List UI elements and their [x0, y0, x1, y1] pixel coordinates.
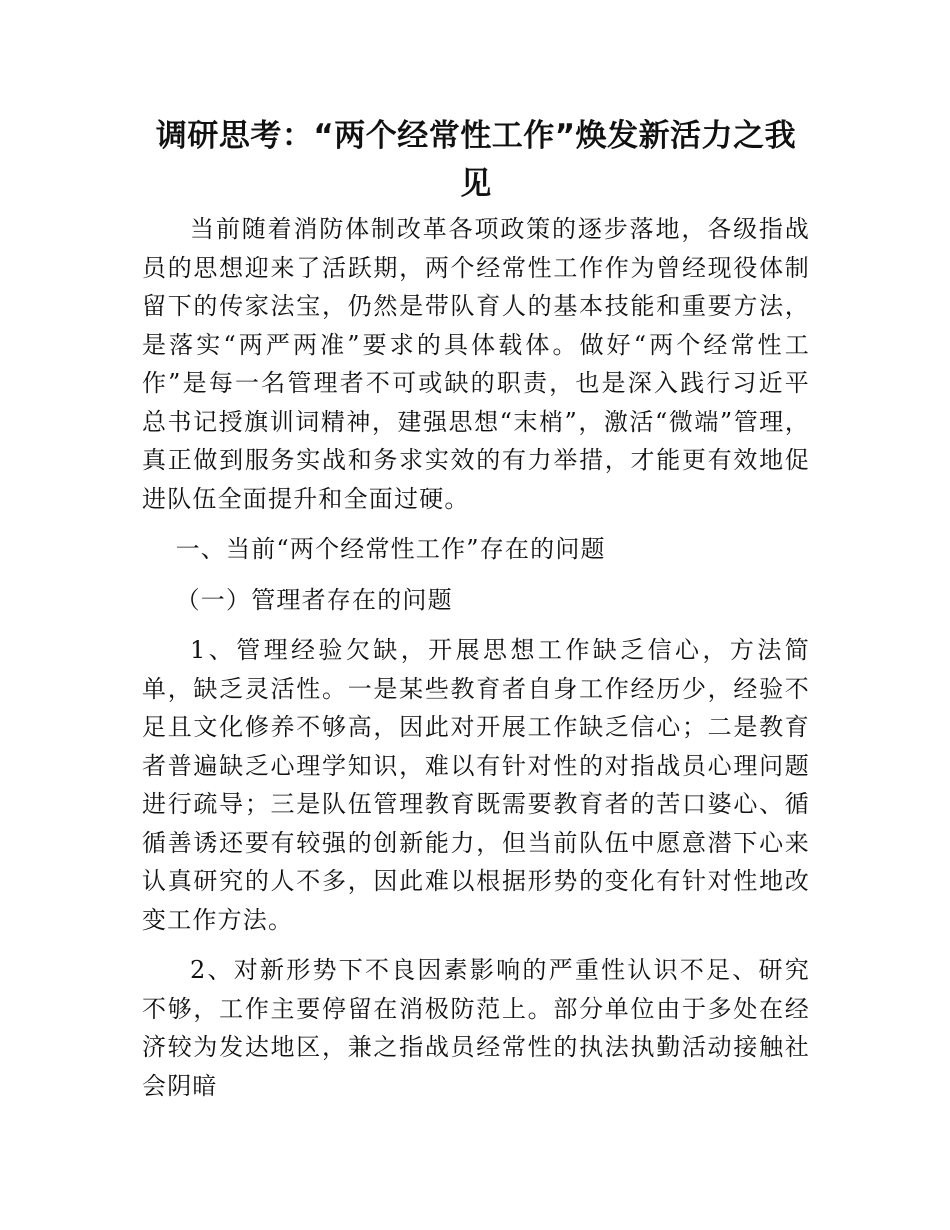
subsection-heading: （一）管理者存在的问题 — [175, 585, 453, 614]
document-title: 调研思考：“两个经常性工作”焕发新活力之我见 — [155, 118, 797, 202]
item-paragraph-2: 2、对新形势下不良因素影响的严重性认识不足、研究不够，工作主要停留在消极防范上。部分单位由于多处在经济较为发达地区，兼之指战员经常性的执法执勤活动接触社会阴暗 — [142, 956, 810, 1100]
section-heading: 一、当前“两个经常性工作”存在的问题 — [175, 535, 606, 563]
intro-paragraph: 当前随着消防体制改革各项政策的逐步落地，各级指战员的思想迎来了活跃期，两个经常性工作作为曾经现役体制留下的传家法宝，仍然是带队育人的基本技能和重要方法，是落实“两严两准”要求的具体载体。做好“两个经常性工作”是每一名管理者不可或缺的职责，也是深入践行习近平总书记授旗训词精神，建强思想“末梢”，激活“微端”管理，真正做到服务实战和务求实效的有力举措，才能更有效地促进队伍全面提升和全面过硬。 — [142, 215, 810, 513]
document-page — [142, 112, 810, 1105]
item-paragraph-1: 1、管理经验欠缺，开展思想工作缺乏信心，方法简单，缺乏灵活性。一是某些教育者自身工作经历少，经验不足且文化修养不够高，因此对开展工作缺乏信心；二是教育者普遍缺乏心理学知识，难以有针对性的对指战员心理问题进行疏导；三是队伍管理教育既需要教育者的苦口婆心、循循善诱还要有较强的创新能力，但当前队伍中愿意潜下心来认真研究的人不多，因此难以根据形势的变化有针对性地改变工作方法。 — [142, 636, 810, 934]
